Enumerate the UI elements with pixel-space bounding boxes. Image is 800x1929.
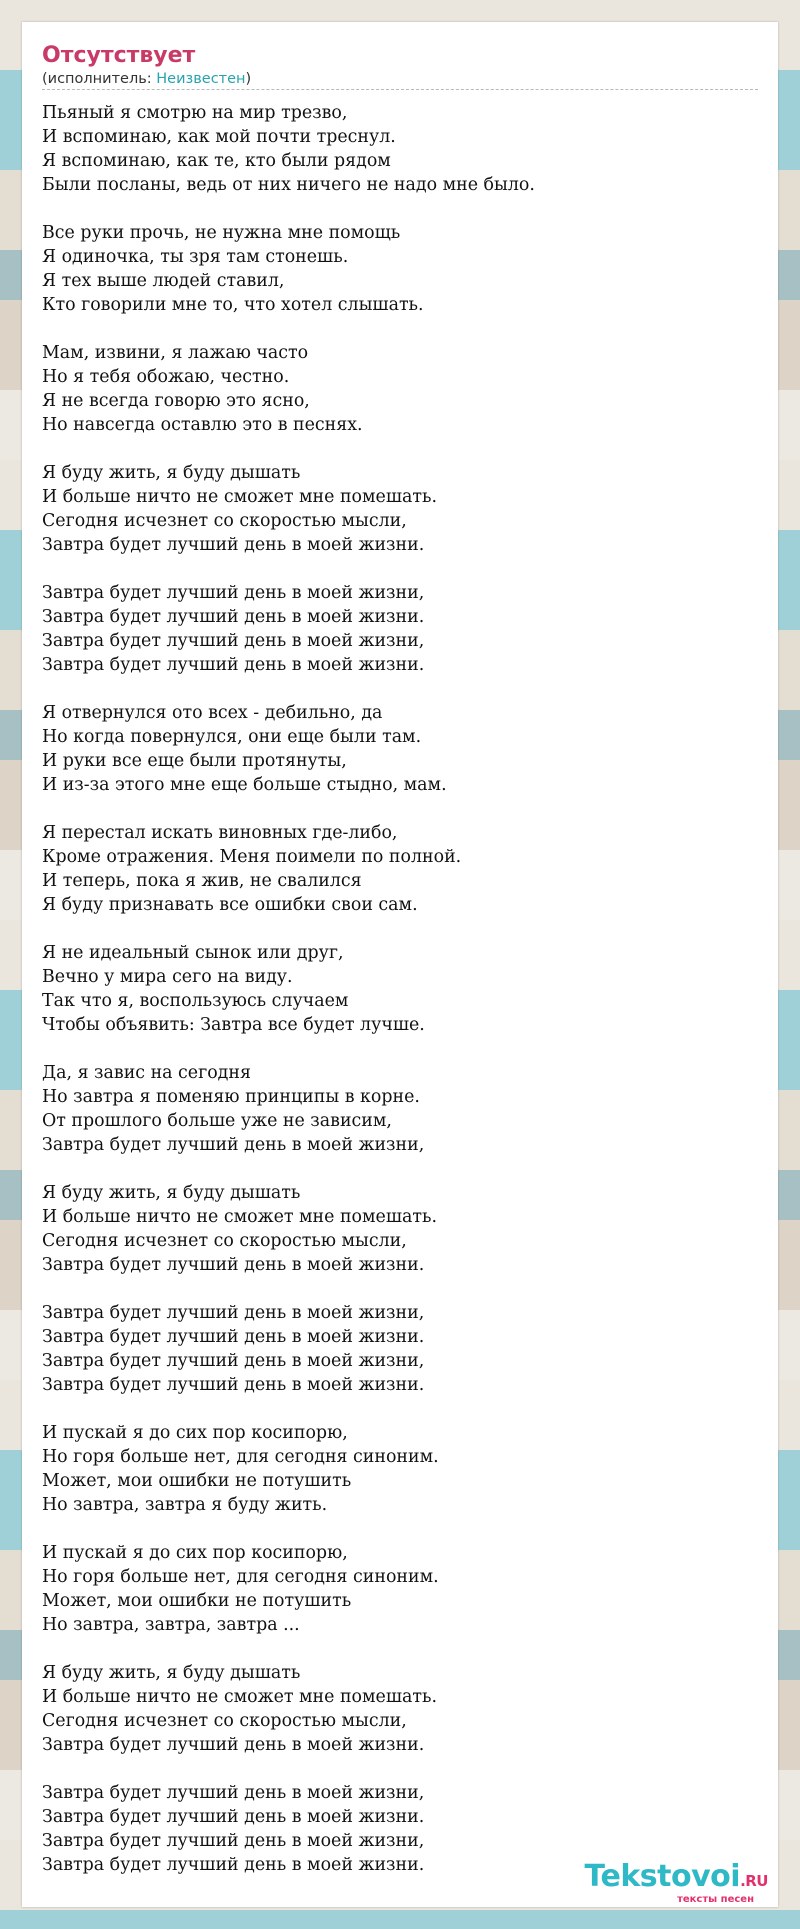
song-header bbox=[42, 42, 758, 90]
lyric-line: Но когда повернулся, они еще были там. bbox=[42, 727, 422, 747]
lyric-line: Может, мои ошибки не потушить bbox=[42, 1591, 352, 1611]
performer-prefix: (исполнитель: bbox=[42, 71, 157, 87]
lyrics-stanza bbox=[42, 1061, 758, 1157]
lyric-line: И больше ничто не сможет мне помешать. bbox=[42, 1207, 437, 1227]
lyric-line: Кто говорили мне то, что хотел слышать. bbox=[42, 295, 424, 315]
lyric-line: Но навсегда оставлю это в песнях. bbox=[42, 415, 363, 435]
logo-main-text: Tekstovoi bbox=[584, 1859, 741, 1894]
logo-domain-suffix: .RU bbox=[740, 1872, 768, 1890]
lyric-line: Вечно у мира сего на виду. bbox=[42, 967, 293, 987]
lyric-line: Я буду жить, я буду дышать bbox=[42, 1663, 301, 1683]
lyric-line: Завтра будет лучший день в моей жизни. bbox=[42, 1375, 425, 1395]
lyric-line: Сегодня исчезнет со скоростью мысли, bbox=[42, 511, 407, 531]
lyric-line: Я не всегда говорю это ясно, bbox=[42, 391, 310, 411]
lyric-line: Но завтра, завтра я буду жить. bbox=[42, 1495, 328, 1515]
lyric-line: Завтра будет лучший день в моей жизни. bbox=[42, 1255, 425, 1275]
lyrics-body bbox=[42, 101, 758, 1901]
lyric-line: Но горя больше нет, для сегодня синоним. bbox=[42, 1567, 439, 1587]
lyrics-stanza bbox=[42, 941, 758, 1037]
lyric-line: Я буду жить, я буду дышать bbox=[42, 463, 301, 483]
lyrics-stanza bbox=[42, 581, 758, 677]
lyric-line: Я отвернулся ото всех - дебильно, да bbox=[42, 703, 383, 723]
lyric-line: Были посланы, ведь от них ничего не надо мне было. bbox=[42, 175, 535, 195]
lyric-line: Завтра будет лучший день в моей жизни. bbox=[42, 655, 425, 675]
lyric-line: Все руки прочь, не нужна мне помощь bbox=[42, 223, 401, 243]
lyrics-stanza bbox=[42, 101, 758, 197]
lyric-line: Да, я завис на сегодня bbox=[42, 1063, 251, 1083]
lyrics-card bbox=[22, 22, 778, 1907]
lyric-line: Пьяный я смотрю на мир трезво, bbox=[42, 103, 348, 123]
lyric-line: И теперь, пока я жив, не свалился bbox=[42, 871, 362, 891]
lyric-line: Завтра будет лучший день в моей жизни. bbox=[42, 1807, 425, 1827]
lyric-line: Я буду жить, я буду дышать bbox=[42, 1183, 301, 1203]
lyric-line: Так что я, воспользуюсь случаем bbox=[42, 991, 349, 1011]
lyrics-stanza bbox=[42, 821, 758, 917]
lyric-line: Завтра будет лучший день в моей жизни, bbox=[42, 583, 425, 603]
logo-tagline: тексты песен bbox=[677, 1894, 754, 1905]
lyric-line: Я тех выше людей ставил, bbox=[42, 271, 285, 291]
lyric-line: Я не идеальный сынок или друг, bbox=[42, 943, 344, 963]
lyric-line: Но завтра, завтра, завтра ... bbox=[42, 1615, 300, 1635]
lyrics-stanza bbox=[42, 1181, 758, 1277]
lyric-line: И руки все еще были протянуты, bbox=[42, 751, 347, 771]
lyric-line: Завтра будет лучший день в моей жизни, bbox=[42, 1351, 425, 1371]
lyrics-stanza bbox=[42, 1661, 758, 1757]
lyrics-stanza bbox=[42, 341, 758, 437]
lyric-line: Я буду признавать все ошибки свои сам. bbox=[42, 895, 418, 915]
lyric-line: Мам, извини, я лажаю часто bbox=[42, 343, 309, 363]
lyric-line: Завтра будет лучший день в моей жизни, bbox=[42, 631, 425, 651]
lyric-line: Кроме отражения. Меня поимели по полной. bbox=[42, 847, 462, 867]
lyric-line: Завтра будет лучший день в моей жизни, bbox=[42, 1303, 425, 1323]
lyric-line: Чтобы объявить: Завтра все будет лучше. bbox=[42, 1015, 425, 1035]
performer-link[interactable]: Неизвестен bbox=[156, 71, 246, 87]
lyric-line: Я одиночка, ты зря там стонешь. bbox=[42, 247, 349, 267]
lyric-line: Но я тебя обожаю, честно. bbox=[42, 367, 290, 387]
logo-wordmark bbox=[585, 1861, 768, 1897]
performer-suffix: ) bbox=[245, 71, 252, 87]
lyric-line: Завтра будет лучший день в моей жизни. bbox=[42, 1327, 425, 1347]
lyric-line: И пускай я до сих пор косипорю, bbox=[42, 1543, 348, 1563]
lyric-line: Сегодня исчезнет со скоростью мысли, bbox=[42, 1711, 407, 1731]
lyric-line: Завтра будет лучший день в моей жизни. bbox=[42, 607, 425, 627]
lyric-line: И пускай я до сих пор косипорю, bbox=[42, 1423, 348, 1443]
performer-line bbox=[42, 70, 758, 88]
site-logo[interactable] bbox=[585, 1861, 768, 1905]
lyric-line: Может, мои ошибки не потушить bbox=[42, 1471, 352, 1491]
lyric-line: Я перестал искать виновных где-либо, bbox=[42, 823, 398, 843]
lyric-line: Завтра будет лучший день в моей жизни, bbox=[42, 1135, 425, 1155]
lyric-line: От прошлого больше уже не зависим, bbox=[42, 1111, 392, 1131]
song-title: Отсутствует bbox=[42, 43, 196, 68]
lyric-line: Я вспоминаю, как те, кто были рядом bbox=[42, 151, 391, 171]
lyrics-stanza bbox=[42, 1421, 758, 1517]
lyric-line: Но завтра я поменяю принципы в корне. bbox=[42, 1087, 420, 1107]
lyric-line: И больше ничто не сможет мне помешать. bbox=[42, 1687, 437, 1707]
lyric-line: Завтра будет лучший день в моей жизни, bbox=[42, 1831, 425, 1851]
lyric-line: И больше ничто не сможет мне помешать. bbox=[42, 487, 437, 507]
lyric-line: Сегодня исчезнет со скоростью мысли, bbox=[42, 1231, 407, 1251]
lyric-line: Завтра будет лучший день в моей жизни. bbox=[42, 535, 425, 555]
lyrics-stanza bbox=[42, 1541, 758, 1637]
lyric-line: И из-за этого мне еще больше стыдно, мам. bbox=[42, 775, 447, 795]
lyrics-stanza bbox=[42, 701, 758, 797]
lyric-line: Завтра будет лучший день в моей жизни. bbox=[42, 1855, 425, 1875]
lyric-line: Но горя больше нет, для сегодня синоним. bbox=[42, 1447, 439, 1467]
lyric-line: И вспоминаю, как мой почти треснул. bbox=[42, 127, 396, 147]
lyrics-stanza bbox=[42, 1301, 758, 1397]
lyric-line: Завтра будет лучший день в моей жизни, bbox=[42, 1783, 425, 1803]
lyric-line: Завтра будет лучший день в моей жизни. bbox=[42, 1735, 425, 1755]
lyrics-stanza bbox=[42, 461, 758, 557]
lyrics-stanza bbox=[42, 221, 758, 317]
